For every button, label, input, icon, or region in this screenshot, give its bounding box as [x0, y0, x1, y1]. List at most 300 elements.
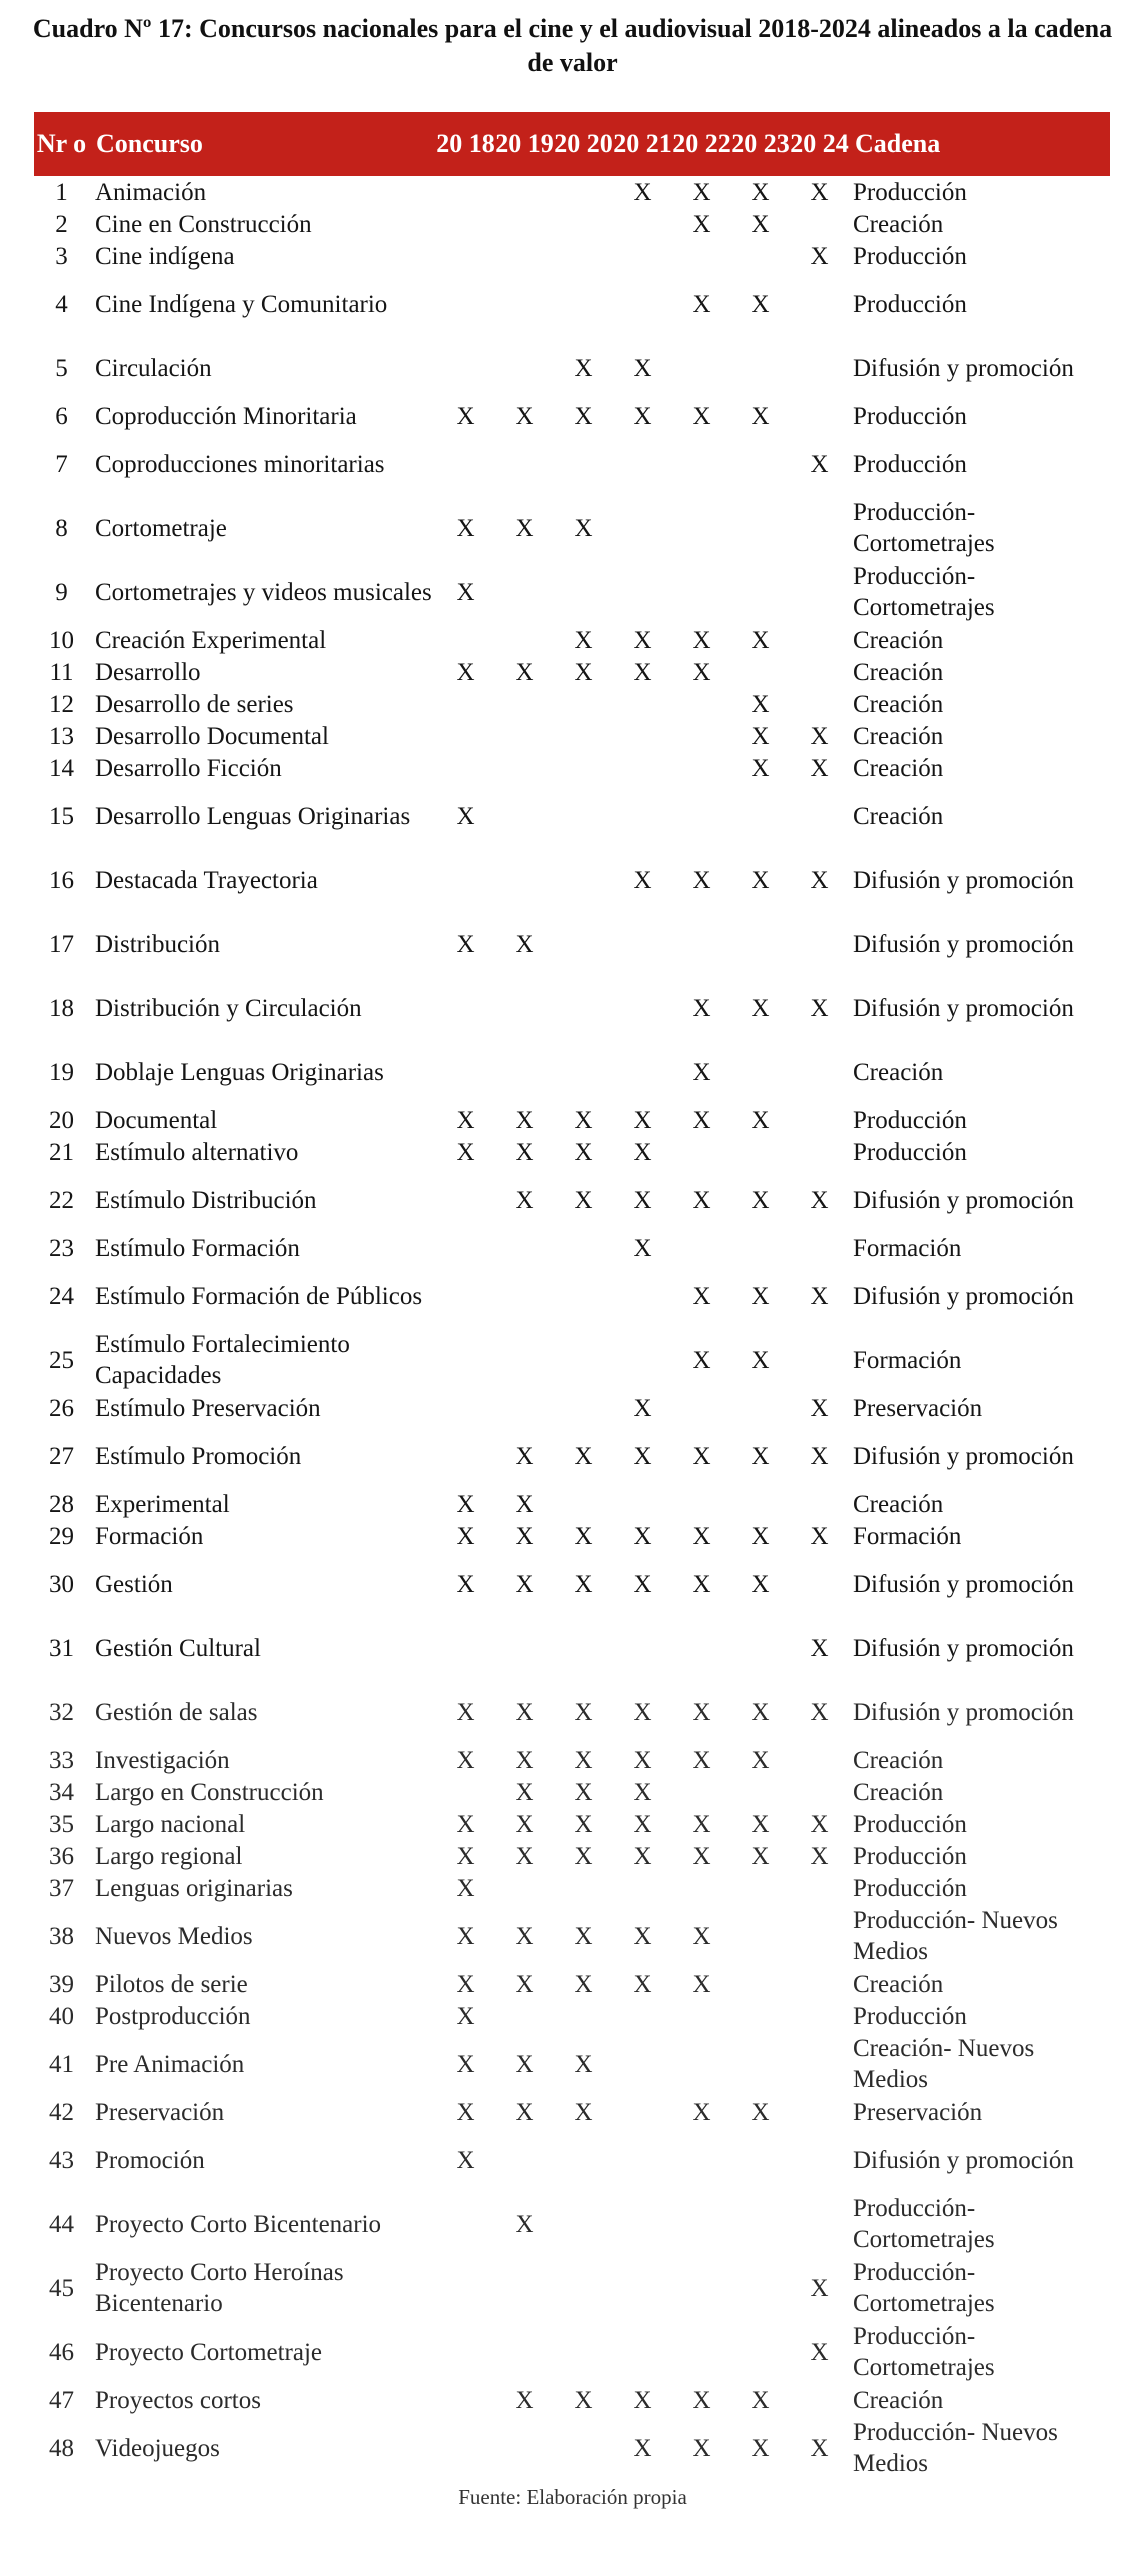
header-year-2024: 20 24 [790, 112, 849, 176]
year-mark: X [574, 514, 593, 542]
contest-name: Largo nacional [95, 1810, 246, 1838]
cadena-value: Creación [853, 658, 944, 686]
year-mark [495, 2320, 554, 2384]
year-mark: X [456, 1922, 475, 1950]
source-note: Fuente: Elaboración propia [458, 2485, 687, 2509]
year-mark: X [633, 1970, 652, 1998]
year-mark [495, 848, 554, 912]
year-mark [731, 1040, 790, 1104]
year-mark [672, 336, 731, 400]
year-mark: X [574, 1106, 593, 1134]
row-number: 47 [49, 2386, 74, 2414]
year-mark [731, 1776, 790, 1808]
year-mark: X [633, 1698, 652, 1726]
row-number: 4 [55, 290, 68, 318]
table-row [34, 2416, 1110, 2480]
year-mark: X [692, 1282, 711, 1310]
table-row [34, 1968, 1110, 2000]
year-mark [613, 2256, 672, 2320]
table-row [34, 1872, 1110, 1904]
year-mark: X [810, 866, 829, 894]
cadena-value: Difusión y promoción [853, 2146, 1074, 2174]
table-row [34, 624, 1110, 656]
cadena-value: Creación [853, 626, 944, 654]
year-mark: X [515, 1138, 534, 1166]
contest-name: Creación Experimental [95, 626, 327, 654]
year-mark: X [515, 2098, 534, 2126]
row-number: 41 [49, 2050, 74, 2078]
year-mark [613, 1616, 672, 1680]
year-mark: X [574, 1922, 593, 1950]
table-row [34, 2032, 1110, 2096]
year-mark [554, 1040, 613, 1104]
year-mark: X [574, 2050, 593, 2078]
year-mark [672, 560, 731, 624]
header-year-2019: 20 19 [495, 112, 554, 176]
year-mark: X [692, 1698, 711, 1726]
table-row [34, 496, 1110, 560]
year-mark [790, 560, 849, 624]
row-number: 31 [49, 1634, 74, 1662]
year-mark: X [633, 1810, 652, 1838]
year-mark: X [515, 1970, 534, 1998]
cadena-value: Creación [853, 2386, 944, 2414]
year-mark [495, 720, 554, 752]
year-mark: X [751, 2386, 770, 2414]
year-mark: X [751, 1570, 770, 1598]
year-mark [790, 1488, 849, 1520]
header-year-2020: 20 20 [554, 112, 613, 176]
year-mark: X [810, 450, 829, 478]
year-mark: X [633, 1106, 652, 1134]
year-mark: X [692, 2386, 711, 2414]
contest-name: Animación [95, 178, 207, 206]
year-mark: X [515, 1106, 534, 1134]
year-mark [436, 240, 495, 272]
cadena-value: Preservación [853, 2098, 983, 2126]
contest-name: Cortometraje [95, 514, 227, 542]
year-mark [672, 688, 731, 720]
year-mark: X [574, 1698, 593, 1726]
cadena-value: Producción [853, 1810, 967, 1838]
row-number: 33 [49, 1746, 74, 1774]
year-mark [790, 1776, 849, 1808]
year-mark [790, 1904, 849, 1968]
year-mark [436, 2384, 495, 2416]
year-mark [790, 2192, 849, 2256]
year-mark [731, 2256, 790, 2320]
year-mark [554, 2416, 613, 2480]
year-mark [495, 2128, 554, 2192]
contest-name: Estímulo alternativo [95, 1138, 299, 1166]
year-mark [672, 1872, 731, 1904]
header-no: Nr o [34, 112, 89, 176]
year-mark [790, 1552, 849, 1616]
row-number: 17 [49, 930, 74, 958]
table-row [34, 1616, 1110, 1680]
contest-name: Doblaje Lenguas Originarias [95, 1058, 384, 1086]
cadena-value: Formación [853, 1346, 962, 1374]
table-row [34, 2000, 1110, 2032]
year-mark [790, 912, 849, 976]
year-mark: X [456, 2146, 475, 2174]
year-mark: X [456, 658, 475, 686]
cadena-value: Producción-Cortometrajes [853, 563, 995, 621]
cadena-value: Producción [853, 242, 967, 270]
year-mark: X [574, 2098, 593, 2126]
table-row [34, 1488, 1110, 1520]
row-number: 37 [49, 1874, 74, 1902]
year-mark [554, 208, 613, 240]
year-mark [554, 1264, 613, 1328]
table-row [34, 1104, 1110, 1136]
year-mark: X [751, 290, 770, 318]
year-mark [495, 1264, 554, 1328]
cadena-value: Difusión y promoción [853, 1442, 1074, 1470]
cadena-value: Creación [853, 1490, 944, 1518]
year-mark: X [692, 1346, 711, 1374]
cadena-value: Creación- Nuevos Medios [853, 2035, 1035, 2093]
year-mark: X [633, 866, 652, 894]
year-mark [731, 2192, 790, 2256]
header-concurso: Concurso [89, 112, 436, 176]
cadena-value: Formación [853, 1234, 962, 1262]
year-mark [731, 336, 790, 400]
row-number: 27 [49, 1442, 74, 1470]
year-mark: X [633, 2386, 652, 2414]
contest-name: Preservación [95, 2098, 225, 2126]
year-mark: X [751, 402, 770, 430]
year-mark: X [692, 1522, 711, 1550]
year-mark: X [633, 2434, 652, 2462]
row-number: 25 [49, 1346, 74, 1374]
year-mark [495, 2256, 554, 2320]
header-year-2018: 20 18 [436, 112, 495, 176]
contest-name: Experimental [95, 1490, 230, 1518]
year-mark [436, 1232, 495, 1264]
year-mark [790, 2384, 849, 2416]
year-mark [554, 912, 613, 976]
contest-name: Desarrollo Documental [95, 722, 329, 750]
year-mark [436, 432, 495, 496]
cadena-value: Producción [853, 2002, 967, 2030]
year-mark: X [692, 994, 711, 1022]
cadena-value: Difusión y promoción [853, 1282, 1074, 1310]
year-mark: X [456, 802, 475, 830]
contest-name: Investigación [95, 1746, 230, 1774]
year-mark [613, 1264, 672, 1328]
year-mark [436, 1168, 495, 1232]
year-mark [790, 688, 849, 720]
contest-name: Largo en Construcción [95, 1778, 324, 1806]
year-mark [495, 2000, 554, 2032]
contest-name: Estímulo Distribución [95, 1186, 317, 1214]
year-mark: X [810, 2338, 829, 2366]
year-mark [731, 2000, 790, 2032]
year-mark [672, 2192, 731, 2256]
year-mark: X [633, 354, 652, 382]
year-mark: X [456, 1810, 475, 1838]
year-mark [672, 784, 731, 848]
year-mark [436, 2416, 495, 2480]
year-mark [613, 2320, 672, 2384]
year-mark: X [633, 1746, 652, 1774]
contest-name: Documental [95, 1106, 218, 1134]
cadena-value: Producción-Cortometrajes [853, 499, 995, 557]
year-mark [554, 560, 613, 624]
row-number: 34 [49, 1778, 74, 1806]
year-mark: X [633, 1922, 652, 1950]
year-mark [672, 752, 731, 784]
year-mark: X [633, 1234, 652, 1262]
contest-name: Estímulo Preservación [95, 1394, 321, 1422]
cadena-value: Creación [853, 210, 944, 238]
year-mark [672, 1392, 731, 1424]
year-mark [613, 720, 672, 752]
year-mark [613, 1040, 672, 1104]
year-mark [495, 176, 554, 208]
year-mark [613, 272, 672, 336]
table-row [34, 208, 1110, 240]
contest-name: Distribución [95, 930, 220, 958]
cadena-value: Producción-Cortometrajes [853, 2195, 995, 2253]
year-mark: X [810, 754, 829, 782]
year-mark [672, 2256, 731, 2320]
contest-name: Coproducciones minoritarias [95, 450, 385, 478]
contest-name: Proyecto Corto Bicentenario [95, 2210, 382, 2238]
table-row [34, 1392, 1110, 1424]
year-mark: X [633, 1778, 652, 1806]
year-mark [790, 496, 849, 560]
year-mark [495, 2416, 554, 2480]
year-mark: X [810, 2274, 829, 2302]
year-mark [613, 976, 672, 1040]
year-mark: X [456, 1570, 475, 1598]
year-mark [436, 624, 495, 656]
year-mark [554, 240, 613, 272]
contest-name: Gestión de salas [95, 1698, 258, 1726]
contest-name: Lenguas originarias [95, 1874, 293, 1902]
year-mark: X [456, 1138, 475, 1166]
year-mark: X [456, 1746, 475, 1774]
year-mark [613, 2096, 672, 2128]
year-mark [613, 784, 672, 848]
year-mark: X [692, 658, 711, 686]
cadena-value: Producción [853, 1874, 967, 1902]
cadena-value: Difusión y promoción [853, 1186, 1074, 1214]
year-mark: X [515, 402, 534, 430]
table-row [34, 336, 1110, 400]
row-number: 22 [49, 1186, 74, 1214]
year-mark: X [456, 1522, 475, 1550]
contest-name: Estímulo Formación [95, 1234, 300, 1262]
year-mark [436, 752, 495, 784]
contests-table [34, 112, 1110, 2480]
year-mark [495, 1040, 554, 1104]
year-mark [495, 1392, 554, 1424]
cadena-value: Difusión y promoción [853, 994, 1074, 1022]
year-mark: X [692, 1186, 711, 1214]
row-number: 24 [49, 1282, 74, 1310]
year-mark: X [751, 210, 770, 238]
table-body [34, 176, 1110, 2480]
row-number: 3 [55, 242, 68, 270]
contest-name: Desarrollo [95, 658, 201, 686]
contest-name: Estímulo Formación de Públicos [95, 1282, 423, 1310]
header-cadena: Cadena [849, 112, 1110, 176]
cadena-value: Producción [853, 1842, 967, 1870]
contest-name: Destacada Trayectoria [95, 866, 318, 894]
year-mark: X [515, 1442, 534, 1470]
year-mark: X [692, 290, 711, 318]
cadena-value: Producción [853, 290, 967, 318]
year-mark [731, 1392, 790, 1424]
year-mark [790, 1872, 849, 1904]
year-mark [554, 176, 613, 208]
year-mark [731, 240, 790, 272]
year-mark: X [751, 626, 770, 654]
year-mark [731, 432, 790, 496]
year-mark: X [810, 1522, 829, 1550]
year-mark: X [456, 2098, 475, 2126]
contest-name: Distribución y Circulación [95, 994, 362, 1022]
cadena-value: Formación [853, 1522, 962, 1550]
year-mark [436, 1040, 495, 1104]
year-mark [554, 784, 613, 848]
year-mark [613, 432, 672, 496]
year-mark: X [751, 1346, 770, 1374]
row-number: 21 [49, 1138, 74, 1166]
year-mark: X [633, 1186, 652, 1214]
row-number: 15 [49, 802, 74, 830]
year-mark [613, 2192, 672, 2256]
row-number: 8 [55, 514, 68, 542]
year-mark [495, 784, 554, 848]
contest-name: Estímulo Promoción [95, 1442, 302, 1470]
year-mark [790, 1136, 849, 1168]
cadena-value: Difusión y promoción [853, 866, 1074, 894]
year-mark [613, 688, 672, 720]
year-mark [436, 720, 495, 752]
contest-name: Videojuegos [95, 2434, 220, 2462]
year-mark: X [574, 1810, 593, 1838]
year-mark: X [810, 178, 829, 206]
year-mark [554, 688, 613, 720]
cadena-value: Creación [853, 690, 944, 718]
contest-name: Gestión Cultural [95, 1634, 261, 1662]
year-mark [495, 432, 554, 496]
year-mark: X [751, 1746, 770, 1774]
year-mark: X [515, 1698, 534, 1726]
year-mark [613, 752, 672, 784]
year-mark: X [692, 1810, 711, 1838]
year-mark [672, 2320, 731, 2384]
year-mark: X [456, 2002, 475, 2030]
year-mark [672, 1616, 731, 1680]
year-mark: X [692, 866, 711, 894]
year-mark: X [692, 626, 711, 654]
year-mark [554, 1232, 613, 1264]
year-mark [495, 240, 554, 272]
year-mark [613, 2032, 672, 2096]
year-mark: X [751, 1282, 770, 1310]
row-number: 35 [49, 1810, 74, 1838]
row-number: 45 [49, 2274, 74, 2302]
row-number: 40 [49, 2002, 74, 2030]
year-mark: X [751, 2434, 770, 2462]
year-mark [436, 848, 495, 912]
year-mark: X [456, 1842, 475, 1870]
year-mark [554, 752, 613, 784]
year-mark: X [810, 994, 829, 1022]
cadena-value: Difusión y promoción [853, 1570, 1074, 1598]
year-mark: X [515, 2050, 534, 2078]
year-mark [790, 336, 849, 400]
year-mark: X [751, 690, 770, 718]
contest-name: Circulación [95, 354, 212, 382]
year-mark: X [692, 1922, 711, 1950]
year-mark [790, 2000, 849, 2032]
contest-name: Cine indígena [95, 242, 235, 270]
year-mark [613, 2128, 672, 2192]
year-mark: X [751, 1522, 770, 1550]
year-mark [672, 2000, 731, 2032]
year-mark [554, 976, 613, 1040]
year-mark [495, 336, 554, 400]
cadena-value: Difusión y promoción [853, 1698, 1074, 1726]
year-mark: X [515, 930, 534, 958]
year-mark: X [456, 1106, 475, 1134]
year-mark [495, 1616, 554, 1680]
year-mark: X [751, 866, 770, 894]
year-mark: X [692, 178, 711, 206]
table-row [34, 1520, 1110, 1552]
year-mark [731, 1136, 790, 1168]
table-row [34, 2192, 1110, 2256]
year-mark: X [692, 1842, 711, 1870]
year-mark [731, 1904, 790, 1968]
table-row [34, 912, 1110, 976]
row-number: 13 [49, 722, 74, 750]
cadena-value: Producción- Nuevos Medios [853, 1907, 1058, 1965]
year-mark: X [574, 1138, 593, 1166]
year-mark: X [574, 402, 593, 430]
row-number: 26 [49, 1394, 74, 1422]
year-mark [790, 2096, 849, 2128]
year-mark [613, 912, 672, 976]
year-mark: X [456, 2050, 475, 2078]
year-mark [495, 1232, 554, 1264]
table-row [34, 2384, 1110, 2416]
year-mark: X [515, 1522, 534, 1550]
year-mark: X [692, 402, 711, 430]
row-number: 10 [49, 626, 74, 654]
table-title: Cuadro Nº 17: Concursos nacionales para el cine y el audiovisual 2018-2024 alineados a la cadena de valor [32, 14, 1113, 77]
year-mark [790, 784, 849, 848]
cadena-value: Creación [853, 754, 944, 782]
year-mark [495, 752, 554, 784]
year-mark: X [456, 578, 475, 606]
contest-name: Formación [95, 1522, 204, 1550]
cadena-value: Difusión y promoción [853, 354, 1074, 382]
cadena-value: Creación [853, 802, 944, 830]
row-number: 38 [49, 1922, 74, 1950]
table-row [34, 2320, 1110, 2384]
cadena-value: Difusión y promoción [853, 930, 1074, 958]
year-mark [554, 1392, 613, 1424]
year-mark [731, 2128, 790, 2192]
table-row [34, 1040, 1110, 1104]
